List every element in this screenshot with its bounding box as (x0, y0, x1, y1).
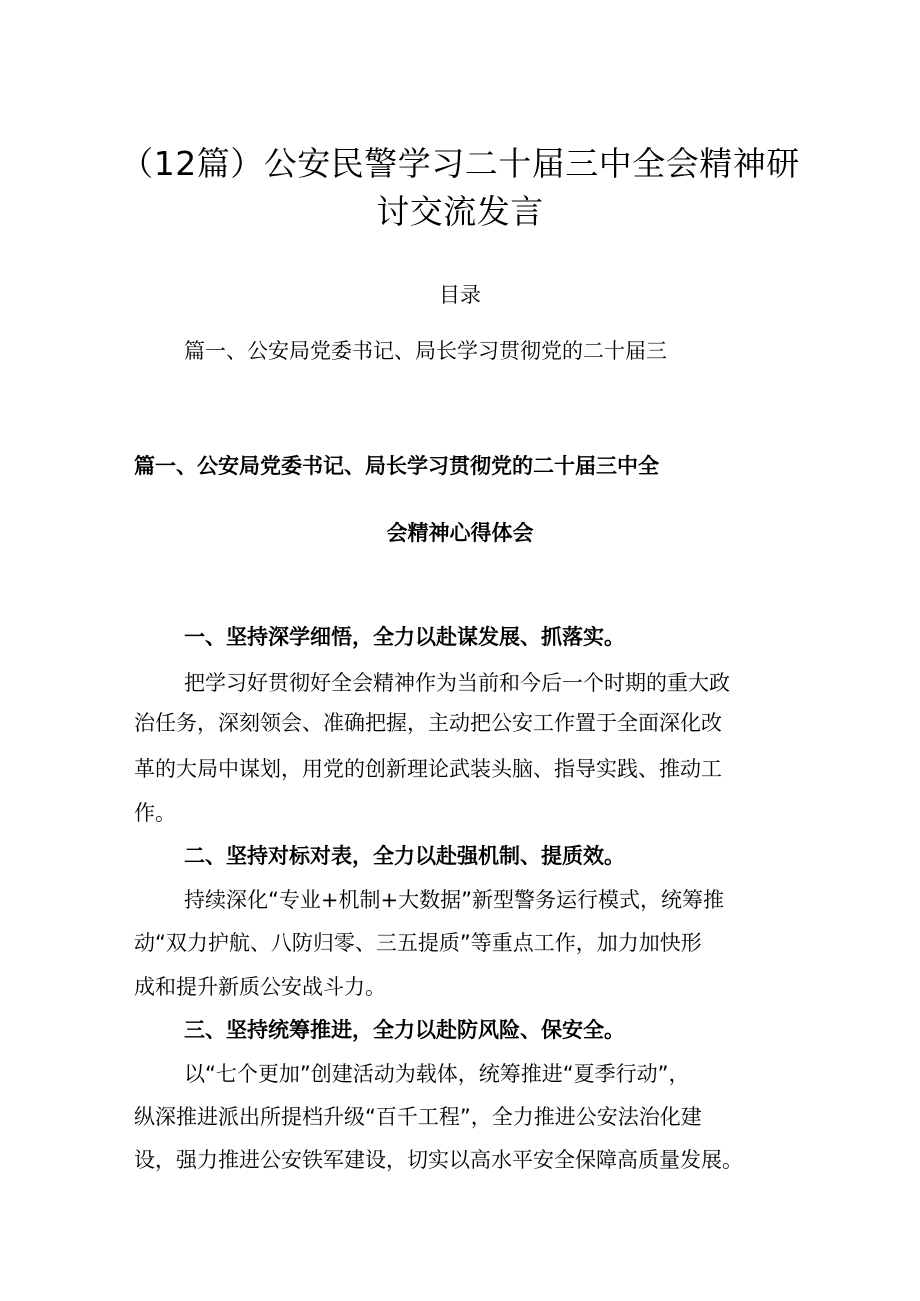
paragraph-line: 把学习好贯彻好全会精神作为当前和今后一个时期的重大政 (184, 671, 730, 695)
paragraph-line: 动“双力护航、八防归零、三五提质”等重点工作，加力加快形 (134, 931, 702, 955)
paragraph-line: 作。 (134, 801, 176, 825)
paragraph-line: 纵深推进派出所提档升级“百千工程”，全力推进公安法治化建 (134, 1105, 702, 1129)
part-heading-3: 三、坚持统筹推进，全力以赴防风险、保安全。 (184, 1018, 625, 1042)
paragraph-line: 以“七个更加”创建活动为载体，统筹推进“夏季行动”， (184, 1062, 690, 1086)
toc-item: 篇一、公安局党委书记、局长学习贯彻党的二十届三 (184, 339, 667, 363)
part-heading-1: 一、坚持深学细悟，全力以赴谋发展、抓落实。 (184, 625, 625, 649)
paragraph-line: 治任务，深刻领会、准确把握，主动把公安工作置于全面深化改 (134, 711, 722, 735)
paragraph-line: 设，强力推进公安铁军建设，切实以高水平安全保障高质量发展。 (134, 1148, 743, 1172)
section-title-line-1: 篇一、公安局党委书记、局长学习贯彻党的二十届三中全 (134, 454, 659, 478)
paragraph-line: 成和提升新质公安战斗力。 (134, 975, 386, 999)
part-heading-2: 二、坚持对标对表，全力以赴强机制、提质效。 (184, 844, 625, 868)
section-title-line-2: 会精神心得体会 (386, 521, 534, 545)
paragraph-line: 革的大局中谋划，用党的创新理论武装头脑、指导实践、推动工 (134, 757, 722, 781)
paragraph-line: 持续深化“专业+机制+大数据”新型警务运行模式，统筹推 (184, 888, 724, 912)
document-title-line-2: 讨交流发言 (376, 192, 544, 231)
document-title-line-1: （12篇）公安民警学习二十届三中全会精神研 (120, 144, 800, 183)
toc-heading: 目录 (439, 283, 481, 307)
